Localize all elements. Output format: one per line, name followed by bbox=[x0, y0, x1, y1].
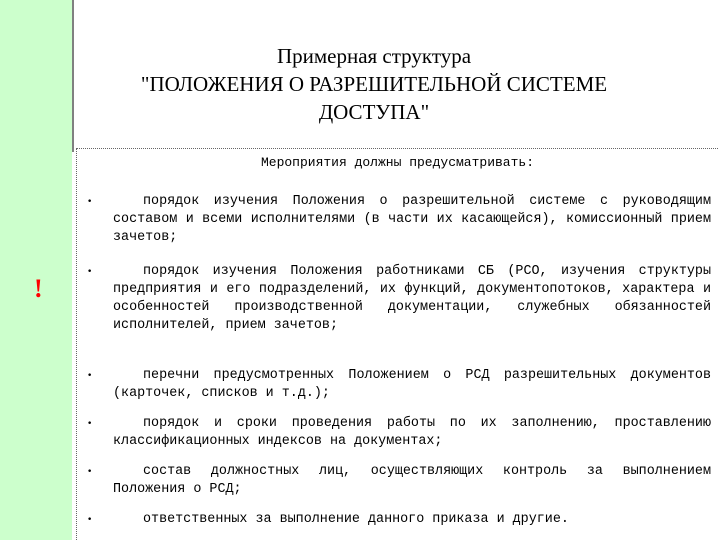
list-item-text: ответственных за выполнение данного приказа и другие. bbox=[143, 512, 569, 527]
bullet-icon: • bbox=[87, 515, 93, 525]
bullet-icon: • bbox=[87, 197, 93, 207]
title-line-2: "ПОЛОЖЕНИЯ О РАЗРЕШИТЕЛЬНОЙ СИСТЕМЕ bbox=[140, 72, 608, 96]
list-item-text: порядок и сроки проведения работы по их заполнению, проставлению классификационных индексов на документах; bbox=[113, 416, 711, 449]
bullet-icon: • bbox=[87, 419, 93, 429]
list-item-text: порядок изучения Положения о разрешительной системе с руководящим составом и всеми исполнителями (в части их касающейся), комиссионный прием зачетов; bbox=[113, 194, 711, 245]
content-box bbox=[76, 148, 718, 540]
slide-title bbox=[74, 42, 674, 126]
content-heading: Мероприятия должны предусматривать: bbox=[260, 155, 535, 170]
bullet-icon: • bbox=[87, 467, 93, 477]
list-item-text: порядок изучения Положения работниками СБ (РСО, изучения структуры предприятия и его подразделений, их функций, документопотоков, характера и особенностей производственной документации, служебных обязанностей исполнителей, прием зачетов; bbox=[113, 264, 711, 333]
list-item bbox=[87, 367, 711, 403]
list-item bbox=[87, 511, 711, 529]
list-item bbox=[87, 263, 711, 335]
exclamation-mark-icon: ! bbox=[34, 274, 43, 303]
list-item bbox=[87, 415, 711, 451]
bullet-icon: • bbox=[87, 371, 93, 381]
list-item bbox=[87, 193, 711, 247]
list-item-text: состав должностных лиц, осуществляющих контроль за выполнением Положения о РСД; bbox=[113, 464, 711, 497]
bullet-icon: • bbox=[87, 267, 93, 277]
list-item bbox=[87, 463, 711, 499]
left-decorative-band bbox=[0, 0, 72, 540]
list-item-text: перечни предусмотренных Положением о РСД разрешительных документов (карточек, списков и т.д.); bbox=[113, 368, 711, 401]
title-line-3: ДОСТУПА" bbox=[318, 100, 430, 124]
title-line-1: Примерная структура bbox=[276, 44, 472, 68]
